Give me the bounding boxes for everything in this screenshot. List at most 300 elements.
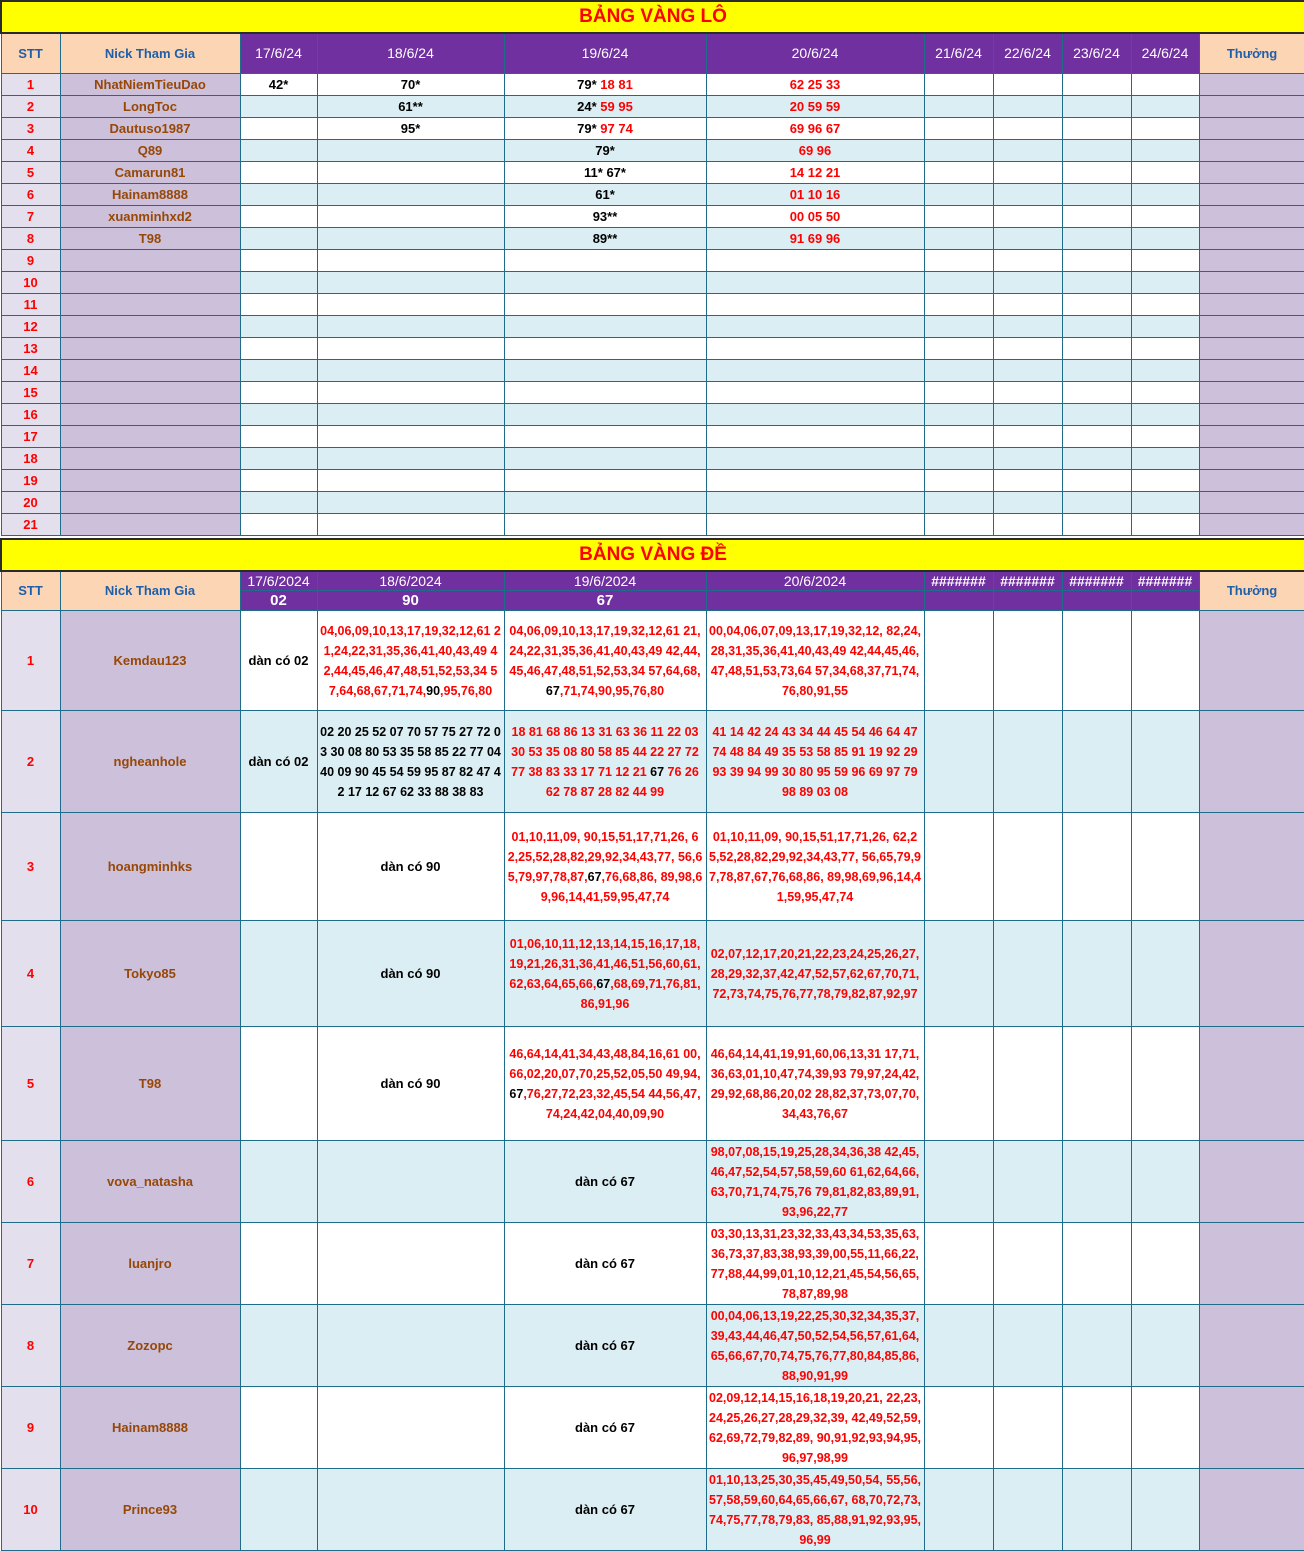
cell-17 [240,139,317,161]
row-stt: 16 [1,403,60,425]
de-result: 02 [240,591,317,611]
lo-header-day: 22/6/24 [993,33,1062,73]
lo-table-row [1,403,1304,425]
cell-18 [317,469,504,491]
cell-19 [504,403,706,425]
cell-empty [993,381,1062,403]
cell-empty [1131,139,1199,161]
cell-empty [1062,469,1131,491]
de-header-day: 20/6/2024 [706,571,924,591]
lo-table-row [1,469,1304,491]
cell-empty [993,359,1062,381]
lo-table-row [1,337,1304,359]
row-nick [60,425,240,447]
row-nick: vova_natasha [60,1141,240,1223]
cell-empty [924,1223,993,1305]
row-nick [60,337,240,359]
cell-18 [317,1469,504,1551]
cell-19 [504,205,706,227]
cell-empty [924,381,993,403]
cell-19-hit: 67 [650,764,665,779]
cell-18-hit: 90 [426,683,441,698]
cell-20 [706,293,924,315]
cell-thuong [1199,139,1304,161]
cell-thuong [1199,1469,1304,1551]
de-result: 67 [504,591,706,611]
cell-19-list: 01,10,11,09, 90,15,51,17,71,26, 62,25,52,28,82,29,92,34,43,77, 56,65,79,97,78,87, [507,829,703,884]
cell-empty [1131,249,1199,271]
cell-17 [240,1469,317,1551]
cell-empty [1062,161,1131,183]
cell-empty [1062,403,1131,425]
cell-empty [924,249,993,271]
cell-empty [924,1387,993,1469]
cell-empty [1062,359,1131,381]
lo-header-stt: STT [1,33,60,73]
cell-20-numbers [707,1224,924,1304]
cell-empty [1062,381,1131,403]
cell-17 [240,183,317,205]
cell-20 [706,1223,924,1305]
cell-empty [1062,1305,1131,1387]
cell-20: 01 10 16 [706,183,924,205]
cell-thuong [1199,293,1304,315]
cell-empty [1062,95,1131,117]
cell-20 [706,447,924,469]
lo-title: BẢNG VÀNG LÔ [1,1,1304,33]
cell-20-list: 98,07,08,15,19,25,28,34,36,38 42,45,46,47,52,54,57,58,59,60 61,62,64,66,63,70,71,74,75,76 79,81,82,83,89,91,93,96,22,77 [710,1144,920,1219]
de-table-row [1,813,1304,921]
cell-thuong [1199,381,1304,403]
cell-17 [240,227,317,249]
cell-18-text: dàn có 90 [380,859,441,874]
lo-header-day: 24/6/24 [1131,33,1199,73]
cell-18 [317,491,504,513]
cell-empty [1131,337,1199,359]
lo-table-row [1,205,1304,227]
cell-18 [317,293,504,315]
cell-18 [317,271,504,293]
cell-empty [924,813,993,921]
de-header-day: ####### [924,571,993,591]
cell-18 [317,447,504,469]
cell-19 [504,1141,706,1223]
cell-empty [1131,73,1199,95]
row-nick: T98 [60,1027,240,1141]
cell-empty [993,921,1062,1027]
de-table-row [1,1469,1304,1551]
cell-empty [1062,337,1131,359]
cell-empty [1131,469,1199,491]
cell-empty [993,315,1062,337]
cell-19 [504,513,706,535]
cell-18 [317,1387,504,1469]
cell-empty [993,1469,1062,1551]
cell-19 [504,315,706,337]
cell-20-list: 00,04,06,07,09,13,17,19,32,12, 82,24,28,31,35,36,41,40,43,49 42,44,45,46,47,48,51,53,73,64 57,34,68,37,71,74,76,80,91,55 [709,623,921,698]
cell-empty [924,1469,993,1551]
cell-empty [924,491,993,513]
cell-18 [317,611,504,711]
de-table-row [1,1223,1304,1305]
row-stt: 2 [1,95,60,117]
cell-empty [993,611,1062,711]
cell-19 [504,183,706,205]
cell-19 [504,139,706,161]
cell-20 [706,249,924,271]
row-stt: 1 [1,611,60,711]
row-nick: luanjro [60,1223,240,1305]
cell-empty [1131,117,1199,139]
cell-20-numbers [707,1306,924,1386]
cell-18 [317,183,504,205]
cell-20 [706,469,924,491]
cell-17 [240,249,317,271]
cell-empty [993,293,1062,315]
cell-thuong [1199,425,1304,447]
row-nick: NhatNiemTieuDao [60,73,240,95]
cell-empty [1131,95,1199,117]
cell-thuong [1199,337,1304,359]
cell-17 [240,921,317,1027]
cell-19 [504,1387,706,1469]
cell-19 [504,425,706,447]
cell-18 [317,711,504,813]
row-stt: 3 [1,813,60,921]
cell-20: 00 05 50 [706,205,924,227]
de-table-row [1,1027,1304,1141]
cell-thuong [1199,403,1304,425]
cell-empty [993,73,1062,95]
cell-19-hit: 79* [577,120,597,136]
cell-19-miss: 18 81 [600,76,633,92]
row-nick: Hainam8888 [60,183,240,205]
cell-17 [240,611,317,711]
cell-17 [240,813,317,921]
row-nick [60,315,240,337]
cell-19 [504,1223,706,1305]
cell-thuong [1199,813,1304,921]
cell-18 [317,381,504,403]
cell-thuong [1199,1387,1304,1469]
cell-18-text: dàn có 90 [380,966,441,981]
cell-19-hit: 89** [592,230,618,246]
row-stt: 3 [1,117,60,139]
cell-20-numbers [707,1044,924,1124]
cell-19-numbers [505,1044,706,1124]
cell-19 [504,1027,706,1141]
row-nick [60,403,240,425]
cell-empty [1062,271,1131,293]
cell-empty [924,447,993,469]
cell-empty [1062,227,1131,249]
cell-empty [1131,425,1199,447]
cell-empty [924,513,993,535]
cell-19-numbers [505,827,706,907]
cell-20: 91 69 96 [706,227,924,249]
cell-20: 14 12 21 [706,161,924,183]
row-nick: Kemdau123 [60,611,240,711]
cell-19 [504,469,706,491]
cell-empty [924,921,993,1027]
cell-19 [504,117,706,139]
row-nick [60,271,240,293]
de-result [1062,591,1131,611]
cell-empty [1062,73,1131,95]
lo-table-row [1,293,1304,315]
cell-17 [240,293,317,315]
cell-empty [1131,611,1199,711]
lo-table-row [1,183,1304,205]
cell-19-tail: ,76,68,86, 89,98,69,96,14,41,59,95,47,74 [540,869,703,904]
cell-thuong [1199,1223,1304,1305]
cell-empty [993,403,1062,425]
cell-empty [1062,315,1131,337]
cell-20 [706,921,924,1027]
row-stt: 11 [1,293,60,315]
cell-19-hit: 67 [596,976,611,991]
cell-19-list: 01,06,10,11,12,13,14,15,16,17,18,19,21,26,31,36,41,46,51,56,60,61,62,63,64,65,66, [509,936,701,991]
cell-17 [240,337,317,359]
cell-empty [993,337,1062,359]
cell-empty [1062,447,1131,469]
cell-thuong [1199,359,1304,381]
cell-thuong [1199,611,1304,711]
de-result [924,591,993,611]
cell-19-tail: 76 26 62 78 87 28 82 44 99 [545,764,699,799]
cell-19-hit: 11* 67* [584,164,626,180]
row-stt: 17 [1,425,60,447]
row-nick [60,447,240,469]
cell-17: 42* [240,73,317,95]
cell-empty [1062,1027,1131,1141]
lo-table-row [1,117,1304,139]
cell-empty [993,1027,1062,1141]
cell-empty [1131,921,1199,1027]
row-nick: T98 [60,227,240,249]
cell-empty [924,403,993,425]
cell-20 [706,425,924,447]
cell-19-list: 46,64,14,41,34,43,48,84,16,61 00,66,02,20,07,70,25,52,05,50 49,94, [509,1046,701,1081]
cell-17 [240,1223,317,1305]
cell-thuong [1199,1141,1304,1223]
cell-empty [993,95,1062,117]
de-header-stt: STT [1,571,60,611]
cell-20 [706,1141,924,1223]
cell-thuong [1199,1027,1304,1141]
lo-header-day: 19/6/24 [504,33,706,73]
cell-empty [1131,381,1199,403]
cell-empty [993,227,1062,249]
cell-19-tail: ,68,69,71,76,81,86,91,96 [580,976,701,1011]
cell-19-miss: 59 95 [600,98,633,114]
cell-empty [1131,1305,1199,1387]
cell-17 [240,513,317,535]
cell-empty [1131,271,1199,293]
cell-empty [993,205,1062,227]
cell-19-hit: 79* [577,76,597,92]
de-table-row [1,921,1304,1027]
lo-table-row [1,95,1304,117]
cell-thuong [1199,469,1304,491]
row-stt: 18 [1,447,60,469]
cell-empty [1062,1387,1131,1469]
cell-20-numbers [707,827,924,907]
cell-thuong [1199,491,1304,513]
cell-19-tail: ,76,27,72,23,32,45,54 44,56,47,74,24,42,04,40,09,90 [523,1086,701,1121]
cell-empty [924,1027,993,1141]
cell-empty [1131,227,1199,249]
cell-18: 95* [317,117,504,139]
cell-empty [1131,161,1199,183]
cell-empty [1062,139,1131,161]
lo-table-row [1,315,1304,337]
cell-empty [1062,249,1131,271]
row-nick: hoangminhks [60,813,240,921]
cell-thuong [1199,513,1304,535]
cell-thuong [1199,73,1304,95]
cell-17 [240,381,317,403]
row-stt: 8 [1,227,60,249]
cell-empty [924,139,993,161]
cell-19-text: dàn có 67 [575,1338,635,1353]
cell-20-list: 02,09,12,14,15,16,18,19,20,21, 22,23,24,25,26,27,28,29,32,39, 42,49,52,59,62,69,72,79,82,89, 90,91,92,93,94,95,96,97,98,99 [709,1390,921,1465]
cell-empty [1062,611,1131,711]
row-nick: ngheanhole [60,711,240,813]
row-stt: 12 [1,315,60,337]
cell-empty [1131,1027,1199,1141]
row-nick [60,469,240,491]
cell-empty [924,95,993,117]
cell-19 [504,447,706,469]
cell-18 [317,359,504,381]
de-table-row [1,611,1304,711]
cell-20 [706,813,924,921]
row-stt: 15 [1,381,60,403]
row-stt: 5 [1,161,60,183]
de-header-day: ####### [1062,571,1131,591]
lo-table-row [1,491,1304,513]
cell-18 [317,337,504,359]
cell-empty [1062,513,1131,535]
cell-18: 70* [317,73,504,95]
row-stt: 5 [1,1027,60,1141]
cell-empty [993,139,1062,161]
cell-19 [504,1469,706,1551]
cell-18 [317,249,504,271]
cell-empty [993,425,1062,447]
cell-empty [1062,813,1131,921]
cell-20 [706,1387,924,1469]
cell-20-numbers [707,621,924,701]
cell-empty [1131,1469,1199,1551]
cell-empty [993,711,1062,813]
de-result [706,591,924,611]
row-nick: LongToc [60,95,240,117]
cell-20 [706,271,924,293]
cell-17 [240,1387,317,1469]
cell-18-tail: ,95,76,80 [440,683,493,698]
row-stt: 13 [1,337,60,359]
row-stt: 14 [1,359,60,381]
cell-17 [240,359,317,381]
cell-17 [240,161,317,183]
cell-20-numbers [707,944,924,1004]
cell-19 [504,711,706,813]
lo-table-row [1,139,1304,161]
cell-17 [240,1141,317,1223]
cell-20-list: 01,10,13,25,30,35,45,49,50,54, 55,56,57,58,59,60,64,65,66,67, 68,70,72,73,74,75,77,78,79,83, 85,88,91,92,93,95,96,99 [709,1472,921,1547]
cell-18 [317,139,504,161]
cell-20 [706,315,924,337]
cell-20-numbers [707,722,924,802]
lo-header-day: 20/6/24 [706,33,924,73]
cell-19 [504,813,706,921]
cell-19 [504,337,706,359]
cell-thuong [1199,1305,1304,1387]
cell-thuong [1199,271,1304,293]
cell-empty [993,1305,1062,1387]
cell-19-hit: 79* [595,142,615,158]
cell-20-list: 00,04,06,13,19,22,25,30,32,34,35,37,39,43,44,46,47,50,52,54,56,57,61,64,65,66,67,70,74,75,76,77,80,84,85,86,88,90,91,99 [710,1308,920,1383]
cell-19 [504,359,706,381]
row-stt: 21 [1,513,60,535]
lo-table-row [1,447,1304,469]
lo-table-row [1,161,1304,183]
lo-table-row [1,359,1304,381]
cell-18 [317,1027,504,1141]
de-body [1,611,1304,1551]
cell-19-hit: 67 [509,1086,524,1101]
cell-20-list: 03,30,13,31,23,32,33,43,34,53,35,63,36,73,37,83,38,93,39,00,55,11,66,22,77,88,44,99,01,10,12,21,45,54,56,65,78,87,89,98 [710,1226,920,1301]
cell-18 [317,1305,504,1387]
cell-empty [1062,1223,1131,1305]
cell-19-text: dàn có 67 [575,1502,635,1517]
cell-18-numbers [318,621,504,701]
lo-body [1,73,1304,535]
cell-20 [706,1027,924,1141]
cell-empty [924,315,993,337]
de-header-day: ####### [1131,571,1199,591]
cell-19 [504,1305,706,1387]
cell-18 [317,227,504,249]
cell-empty [924,183,993,205]
cell-20-numbers [707,1388,924,1468]
cell-empty [1131,403,1199,425]
row-nick: Q89 [60,139,240,161]
cell-thuong [1199,95,1304,117]
cell-18 [317,205,504,227]
cell-19-numbers [505,722,706,802]
de-header-day: ####### [993,571,1062,591]
cell-empty [993,271,1062,293]
row-stt: 19 [1,469,60,491]
cell-empty [993,249,1062,271]
cell-thuong [1199,447,1304,469]
cell-empty [1131,205,1199,227]
cell-empty [993,183,1062,205]
cell-empty [924,161,993,183]
cell-empty [993,447,1062,469]
row-stt: 10 [1,271,60,293]
cell-empty [924,425,993,447]
row-stt: 8 [1,1305,60,1387]
cell-empty [1062,425,1131,447]
cell-20 [706,337,924,359]
row-nick: Hainam8888 [60,1387,240,1469]
de-header-thuong: Thưởng [1199,571,1304,611]
cell-empty [1062,205,1131,227]
